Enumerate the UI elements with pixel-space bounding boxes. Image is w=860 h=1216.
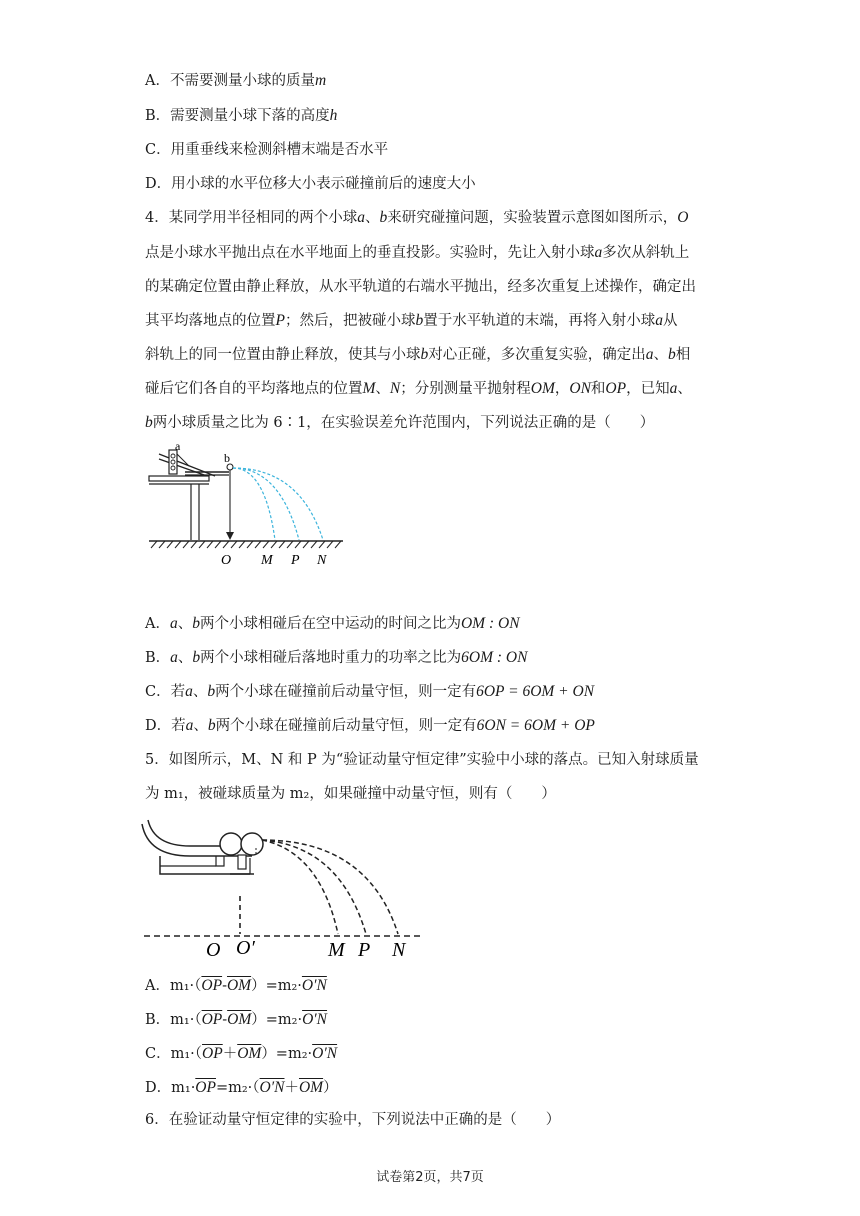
q5-option-c: C．$m_1\cdot(\overline{OP}+\overline{OM})=m_2\cdot O'N$ <box>145 1045 338 1062</box>
q4-fig-label-b: b <box>224 451 230 465</box>
q4-stem-line-6: 碰后它们各自的平均落地点的位置M、N；分别测量平抛射程OM，ON和OP，已知a、 <box>145 380 692 397</box>
q5-option-a: A．$m_1\cdot(\overline{OP}-\overline{OM})=m_2\cdot O'N$ <box>145 977 327 994</box>
q4-fig-label-N: N <box>317 553 327 568</box>
q4-fig-label-O: O <box>221 553 232 568</box>
q6-stem: 6．在验证动量守恒定律的实验中，下列说法中正确的是（ ） <box>145 1112 561 1128</box>
q5-fig-label-N: N <box>392 939 406 961</box>
q4-fig-label-P: P <box>291 553 300 568</box>
q4-stem-line-3: 的某确定位置由静止释放，从水平轨道的右端水平抛出，经多次重复上述操作，确定出 <box>145 279 696 295</box>
q3-option-d: D．用小球的水平位移大小表示碰撞前后的速度大小 <box>145 176 476 192</box>
q3-option-b: B．需要测量小球下落的高度h <box>145 107 338 124</box>
q4-apparatus-figure <box>145 440 345 570</box>
q5-option-d: D．$m_1\cdot\overline{OP}=m_2\cdot(O'N+\overline{OM})$ <box>145 1079 338 1096</box>
q5-fig-label-O-prime: O′ <box>236 937 255 959</box>
q4-stem-line-5: 斜轨上的同一位置由静止释放，使其与小球b对心正碰，多次重复实验，确定出a、b相 <box>145 346 691 363</box>
q4-fig-label-M: M <box>261 553 273 568</box>
q5-fig-label-M: M <box>328 939 345 961</box>
q3-option-a: A．不需要测量小球的质量m <box>145 72 327 89</box>
q4-option-a: A．a、b两个小球相碰后在空中运动的时间之比为OM : ON <box>145 615 520 632</box>
q5-stem-line-1: 5．如图所示，M、N 和 P 为“验证动量守恒定律”实验中小球的落点。已知入射球质量 <box>145 752 699 768</box>
q3-option-c: C．用重垂线来检测斜槽末端是否水平 <box>145 142 389 158</box>
q4-stem-line-1: 4．某同学用半径相同的两个小球a、b来研究碰撞问题，实验装置示意图如图所示，O <box>145 209 689 226</box>
q4-stem-line-4: 其平均落地点的位置P；然后，把被碰小球b置于水平轨道的末端，再将入射小球a从 <box>145 312 678 329</box>
q4-fig-label-a: a <box>175 440 181 453</box>
q4-option-d: D．若a、b两个小球在碰撞前后动量守恒，则一定有6ON = 6OM + OP <box>145 717 595 734</box>
q4-stem-line-2: 点是小球水平抛出点在水平地面上的垂直投影。实验时，先让入射小球a多次从斜轨上 <box>145 244 690 261</box>
page-footer: 试卷第2页，共7页 <box>376 1170 484 1185</box>
q5-option-b: B．$m_1\cdot(\overline{OP}-\overline{OM})=m_2\cdot O'N$ <box>145 1011 328 1028</box>
q4-option-b: B．a、b两个小球相碰后落地时重力的功率之比为6OM : ON <box>145 649 528 666</box>
q5-fig-label-P: P <box>358 939 371 961</box>
q4-option-c: C．若a、b两个小球在碰撞前后动量守恒，则一定有6OP = 6OM + ON <box>145 683 595 700</box>
q5-stem-line-2: 为 m₁，被碰球质量为 m₂，如果碰撞中动量守恒，则有（ ） <box>145 786 556 802</box>
q5-fig-label-O: O <box>206 939 221 961</box>
q5-apparatus-figure <box>140 812 430 962</box>
q4-stem-line-7: b两小球质量之比为 6∶1，在实验误差允许范围内，下列说法正确的是（ ） <box>145 414 655 431</box>
